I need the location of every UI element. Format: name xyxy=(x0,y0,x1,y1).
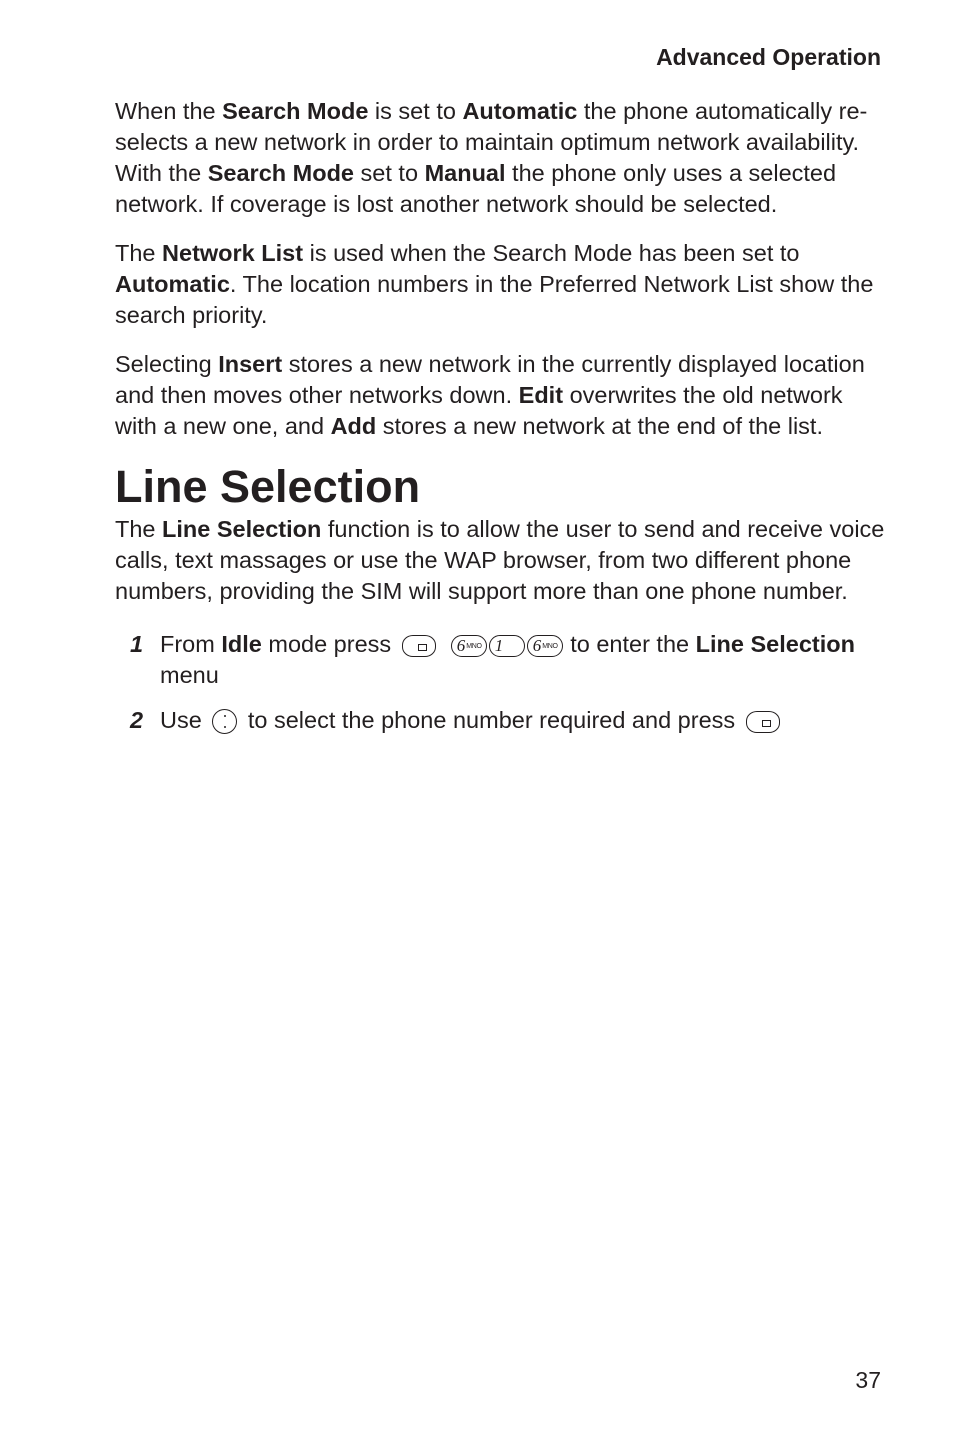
page-number: 37 xyxy=(855,1367,881,1393)
page-content xyxy=(115,96,890,750)
navigation-key-icon xyxy=(212,709,237,734)
running-header: Advanced Operation xyxy=(656,44,881,70)
softkey-button-icon xyxy=(746,711,780,733)
section-heading: Line Selection xyxy=(115,461,421,512)
softkey-button-icon xyxy=(402,635,436,657)
paragraph-network-list: The Network List is used when the Search Mode has been set to Automatic. The location numbers in the Preferred Network List show the search priority. xyxy=(115,240,874,328)
key-1-icon: 1 xyxy=(489,635,525,657)
steps-list xyxy=(115,629,890,736)
step-number: 1 xyxy=(130,631,144,657)
key-6-icon: $6^{MNO}$ xyxy=(527,635,563,657)
section-intro: The Line Selection function is to allow the user to send and receive voice calls, text massages or use the WAP browser, from two different phone numbers, providing the SIM will support more than one phone number. xyxy=(115,516,885,604)
step-number: 2 xyxy=(130,707,144,733)
step-item: 1 From Idle mode press $6^{MNO}$ 1 $6^{MNO}$ to enter the Line Selection menu xyxy=(130,631,855,688)
paragraph-search-mode: When the Search Mode is set to Automatic the phone automatically re-selects a new network in order to maintain optimum network availability. With the Search Mode set to Manual the phone only uses a selected network. If coverage is lost another network should be selected. xyxy=(115,98,868,217)
step-item: 2 Use to select the phone number required and press xyxy=(115,705,890,736)
paragraph-insert-edit-add: Selecting Insert stores a new network in the currently displayed location and then moves other networks down. Edit overwrites the old network with a new one, and Add stores a new network at the end of the list. xyxy=(115,351,865,439)
key-6-icon: $6^{MNO}$ xyxy=(451,635,487,657)
